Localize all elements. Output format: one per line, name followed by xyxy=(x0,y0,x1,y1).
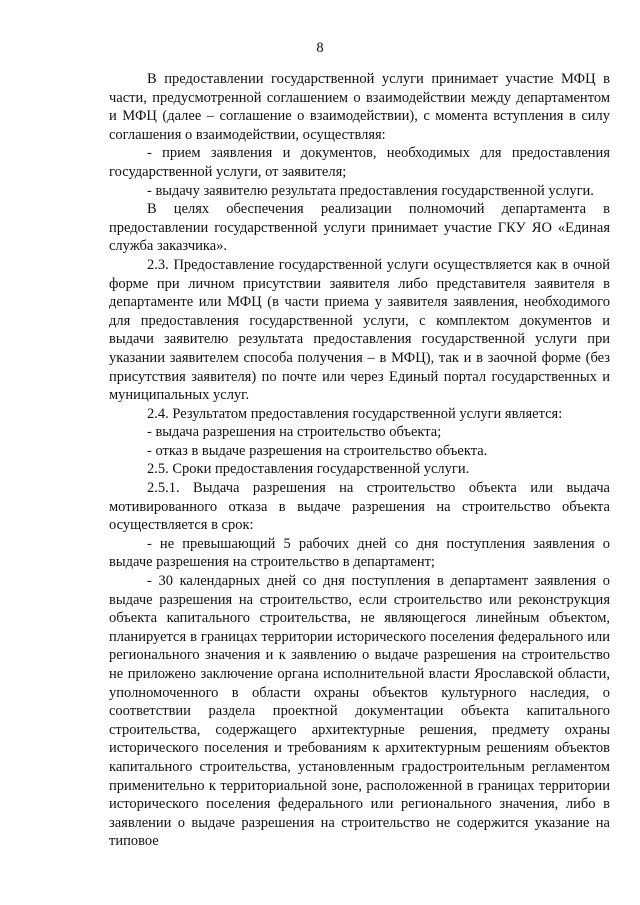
document-body xyxy=(109,70,610,851)
paragraph-2-4-refusal: - отказ в выдаче разрешения на строительство объекта. xyxy=(147,442,488,459)
page-number: 8 xyxy=(316,40,324,56)
paragraph-2-4-permit: - выдача разрешения на строительство объекта; xyxy=(147,424,442,441)
paragraph-2-4: 2.4. Результатом предоставления государственной услуги является: xyxy=(147,405,563,422)
paragraph-2-3: 2.3. Предоставление государственной услуги осуществляется как в очной форме при личном присутствии заявителя либо представителя заявителя в департаменте или МФЦ (в части приема у заявителя заявления, необходимого для предоставления государственной услуги, с комплектом документов и выдачи заявителю результата предоставления государственной услуги при указании заявителем способа получения – в МФЦ), так и в заочной форме (без присутствия заявителя) по почте или через Единый портал государственных и муниципальных услуг. xyxy=(109,256,610,404)
paragraph-2-5-1-five-days: - не превышающий 5 рабочих дней со дня поступления заявления о выдаче разрешения на строительство в департамент; xyxy=(109,535,610,571)
paragraph-mfc-issuance: - выдачу заявителю результата предоставления государственной услуги. xyxy=(147,182,594,199)
paragraph-gku-participation: В целях обеспечения реализации полномочий департамента в предоставлении государственной услуги принимает участие ГКУ ЯО «Единая служба заказчика». xyxy=(109,201,610,255)
paragraph-2-5: 2.5. Сроки предоставления государственной услуги. xyxy=(147,461,470,478)
paragraph-2-5-1: 2.5.1. Выдача разрешения на строительство объекта или выдача мотивированного отказа в выдаче разрешения на строительство объекта осуществляется в срок: xyxy=(109,480,610,534)
paragraph-mfc-reception: - прием заявления и документов, необходимых для предоставления государственной услуги, от заявителя; xyxy=(109,145,610,180)
paragraph-mfc-participation: В предоставлении государственной услуги принимает участие МФЦ в части, предусмотренной соглашением о взаимодействии между департаментом и МФЦ (далее – соглашение о взаимодействии), с момента вступления в силу соглашения о взаимодействии, осуществляя: xyxy=(109,71,610,143)
paragraph-2-5-1-thirty-days: - 30 календарных дней со дня поступления в департамент заявления о выдаче разрешения на строительство, если строительство или реконструкция объекта капитального строительства, не являющегося линейным объектом, планируется в границах территории исторического поселения федерального или регионального значения и к заявлению о выдаче разрешения на строительство не приложено заключение органа исполнительной власти Ярославской области, уполномоченного в области охраны объектов культурного наследия, о соответствии раздела проектной документации объекта капитального строительства, содержащего архитектурные решения, предмету охраны исторического поселения и требованиям к архитектурным решениям объектов капитального строительства, установленным градостроительным регламентом применительно к территориальной зоне, расположенной в границах территории исторического поселения федерального или регионального значения, либо в заявлении о выдаче разрешения на строительство не содержится указание на типовое xyxy=(109,573,610,850)
